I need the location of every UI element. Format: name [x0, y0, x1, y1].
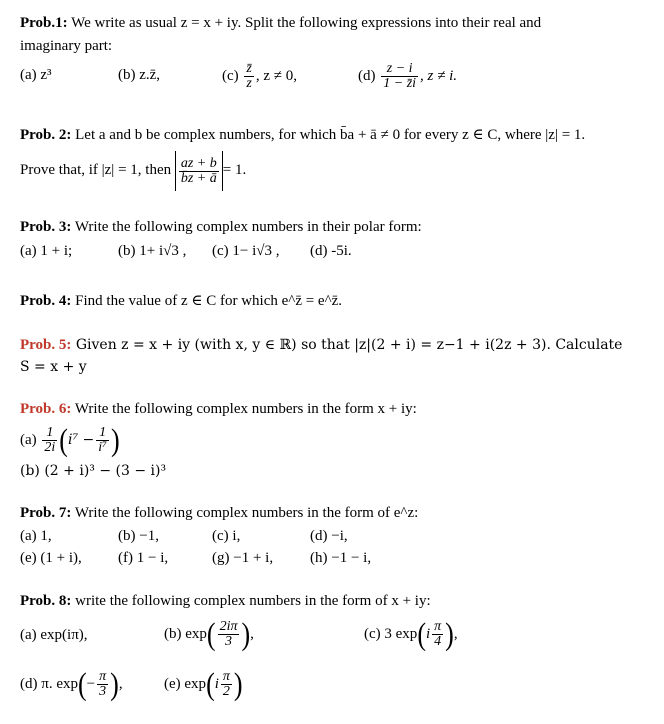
prob5-line2: S = x + y: [20, 359, 87, 375]
prob4-line: [20, 292, 342, 310]
prob1-statement: We write as usual z = x + iy. Split the following expressions into their real and: [67, 15, 542, 31]
prob1-line1: [20, 14, 541, 32]
prob1-a: (a) z³: [20, 67, 52, 83]
prob3-line1: [20, 218, 422, 236]
prob8-a: (a) exp(iπ),: [20, 627, 88, 643]
prob4-label: Prob. 4:: [20, 293, 72, 309]
prob1-d-fraction: $\frac{z - i}{1 - z̄i}$: [383, 61, 417, 92]
prob2-line2: Prove that, if |z| = 1, then $\frac{az + b}{b̄z + ā}$ = 1.: [20, 150, 246, 190]
prob7-item: (h) −1 − i,: [310, 550, 372, 566]
prob8-e: (e) exp(i $\frac{\pi}{2}$ ): [164, 666, 243, 702]
prob6-statement: Write the following complex numbers in the form x + iy:: [71, 401, 417, 417]
prob6-label: Prob. 6:: [20, 401, 72, 417]
prob1-d: (d) $\frac{z - i}{1 - z̄i}$ , z ≠ i.: [358, 61, 458, 92]
prob3-a: (a) 1 + i;: [20, 243, 73, 259]
prob8-line1: [20, 592, 431, 610]
prob2-label: Prob. 2:: [20, 127, 72, 143]
prob8-statement: write the following complex numbers in the form of x + iy:: [71, 593, 431, 609]
prob7-item: (b) −1,: [118, 528, 159, 544]
prob3-b: (b) 1+ i√3 ,: [118, 243, 187, 259]
prob3-c: (c) 1− i√3 ,: [212, 243, 280, 259]
prob8-d: (d) π. exp(− $\frac{\pi}{3}$ ),: [20, 666, 123, 702]
prob2-statement: Let a and b be complex numbers, for which b̄a + ā ≠ 0 for every z ∈ C, where |z| = 1.: [71, 127, 586, 143]
prob6-a: (a) $\frac{1}{2i}$ (i⁷ − $\frac{1}{\text{i⁷}}$ ): [20, 422, 120, 458]
prob7-statement: Write the following complex numbers in the form of e^z:: [71, 505, 419, 521]
prob7-item: (g) −1 + i,: [212, 550, 274, 566]
prob5-statement: Given z = x + iy (with x, y ∈ ℝ) so that |z|(2 + i) = z−1 + i(2z + 3). Calculate: [71, 337, 623, 353]
prob7-label: Prob. 7:: [20, 505, 72, 521]
prob1-b: (b) z.z̄,: [118, 67, 161, 83]
prob4-statement: Find the value of z ∈ C for which e^z̄ = e^z̄.: [71, 293, 343, 309]
prob7-item: (c) i,: [212, 528, 241, 544]
prob6-b: (b) (2 + i)³ − (3 − i)³: [20, 463, 167, 479]
prob7-item: (a) 1,: [20, 528, 52, 544]
prob3-statement: Write the following complex numbers in their polar form:: [71, 219, 422, 235]
prob1-c-fraction: $\frac{z̄}{z}$: [246, 61, 252, 92]
prob2-abs-fraction: $\frac{az + b}{b̄z + ā}$: [175, 151, 223, 191]
prob8-b: (b) exp( $\frac{2i\pi}{3}$ ),: [164, 616, 254, 652]
prob1-line2: imaginary part:: [20, 38, 113, 54]
prob3-label: Prob. 3:: [20, 219, 72, 235]
prob8-c: (c) 3 exp(i $\frac{\pi}{4}$ ),: [364, 616, 458, 652]
prob7-item: (e) (1 + i),: [20, 550, 82, 566]
prob5-line1: [20, 336, 622, 354]
prob7-item: (f) 1 − i,: [118, 550, 169, 566]
prob1-c: (c) $\frac{z̄}{z}$ , z ≠ 0,: [222, 61, 297, 92]
prob7-line1: [20, 504, 418, 522]
prob6-line1: [20, 400, 417, 418]
prob8-label: Prob. 8:: [20, 593, 72, 609]
prob5-label: Prob. 5:: [20, 337, 72, 353]
prob1-label: Prob.1:: [20, 15, 68, 31]
prob3-d: (d) -5i.: [310, 243, 352, 259]
prob7-item: (d) −i,: [310, 528, 348, 544]
prob2-line1: [20, 126, 585, 144]
